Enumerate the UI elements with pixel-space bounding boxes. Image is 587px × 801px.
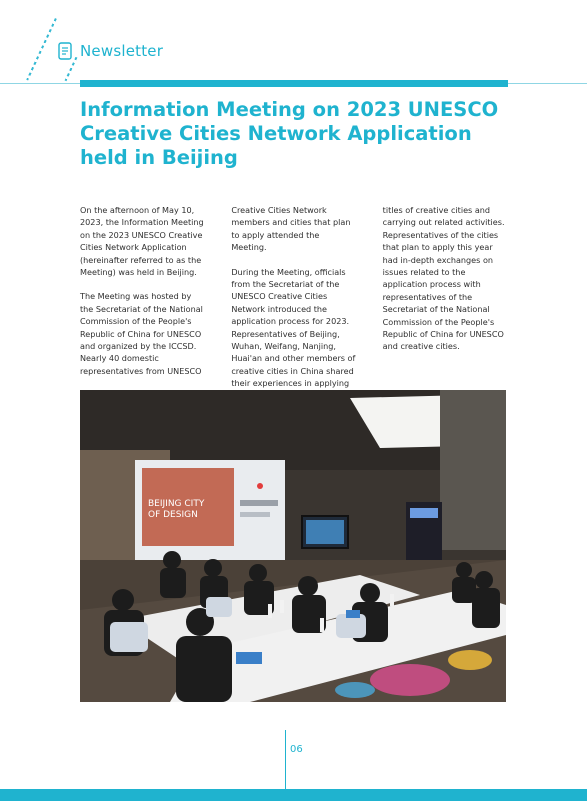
paragraph: The Meeting was hosted by the Secretariat of the National Commission of the People's Republic of China for UNESCO and organized by the ICCSD. Nearly 40 domestic representatives from UNESCO — [80, 291, 203, 376]
paragraph: Creative Cities Network members and cities that plan to apply attended the Meeting. — [231, 205, 351, 253]
text-column-3 — [383, 204, 508, 414]
decorative-dashed-line-short — [65, 57, 78, 81]
header-rule-thick — [80, 80, 508, 87]
meeting-photo — [80, 390, 506, 702]
screen-text-2: OF DESIGN — [148, 510, 198, 520]
section-label: Newsletter — [80, 42, 164, 60]
article-title: Information Meeting on 2023 UNESCO Creative Cities Network Application held in Beijing — [80, 98, 499, 169]
paragraph: titles of creative cities and carrying out related activities. Representatives of the cities that plan to apply this year had in-depth exchanges on issues related to the application process with representatives of the Secretariat of the National Commission of the People's Republic of China for UNESCO and creative cities. — [382, 205, 505, 352]
article-body — [80, 204, 508, 414]
decorative-dashed-line — [26, 18, 57, 80]
screen-text-1: BEIJING CITY — [148, 499, 205, 509]
paragraph: During the Meeting, officials from the Secretariat of the UNESCO Creative Cities Network introduced the application process for 2023. Representatives of Beijing, Wuhan, Weifang, Nanjing, Huai'an and other members of creative cities in China shared their experiences in applying — [231, 266, 356, 389]
document-icon — [58, 42, 72, 60]
text-column-1 — [80, 204, 205, 414]
footer-divider — [285, 730, 286, 790]
paragraph: On the afternoon of May 10, 2023, the Information Meeting on the 2023 UNESCO Creative Cities Network Application (hereinafter referred to as the Meeting) was held in Beijing. — [80, 205, 204, 278]
text-column-2 — [231, 204, 356, 414]
page-number: 06 — [290, 744, 303, 755]
footer-bar — [0, 789, 587, 801]
meeting-photo-illustration — [80, 390, 506, 702]
